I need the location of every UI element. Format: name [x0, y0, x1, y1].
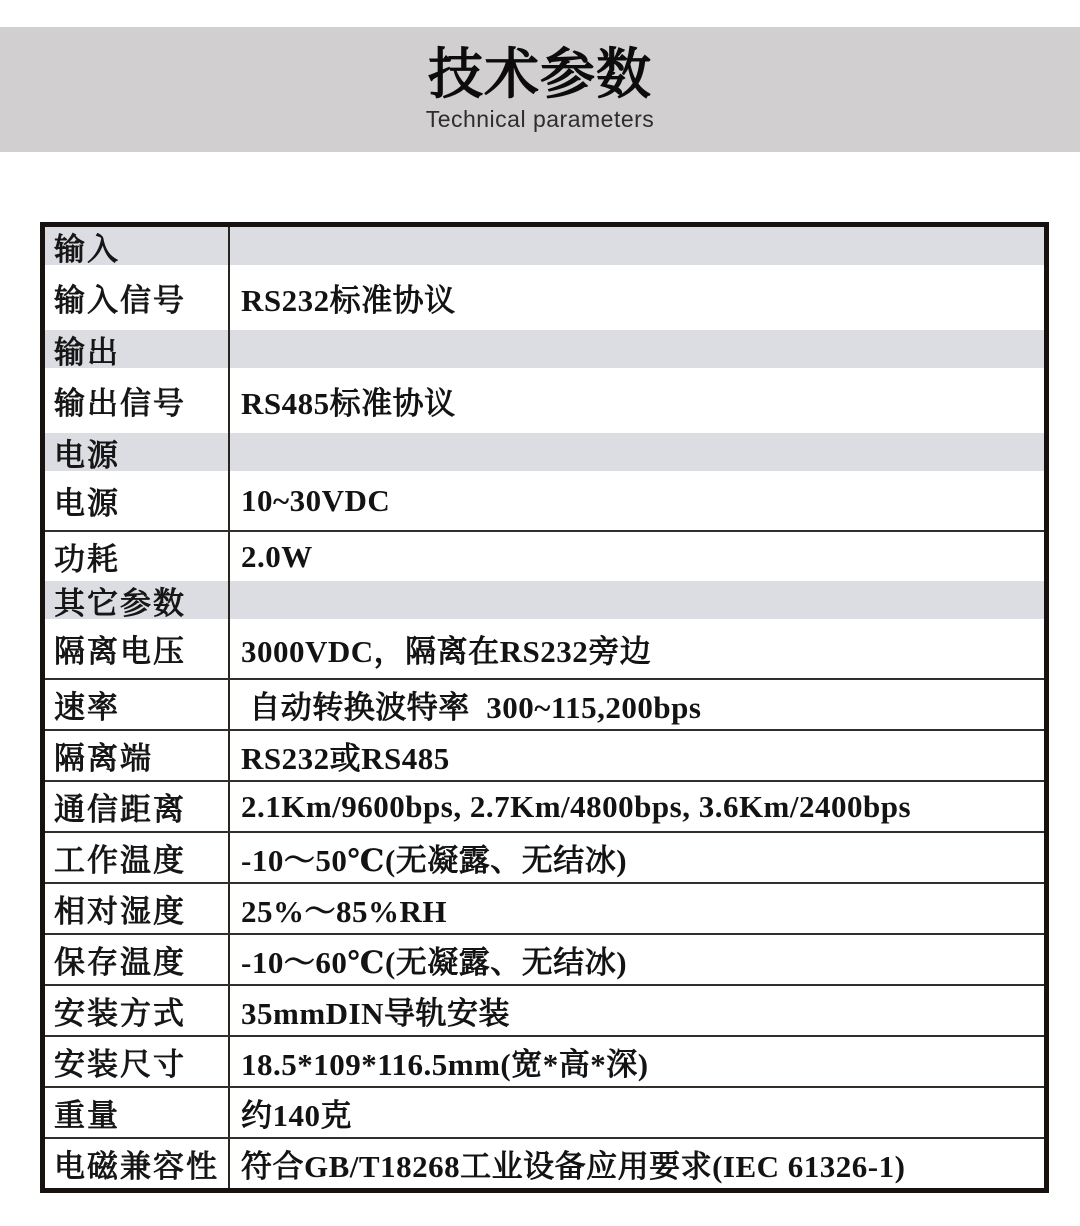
table-row: [45, 1086, 1044, 1137]
table-row: [45, 471, 1044, 530]
parameter-value: RS485标准协议: [241, 386, 456, 421]
table-row: [45, 933, 1044, 984]
table-row: [45, 1137, 1044, 1188]
parameter-label: 输入: [45, 227, 230, 265]
table-row: [45, 1035, 1044, 1086]
parameter-value: 2.0W: [241, 538, 313, 574]
parameter-value: 25%～85%RH: [241, 894, 447, 929]
parameter-label: 其它参数: [45, 581, 230, 619]
parameter-label: 电磁兼容性: [45, 1139, 230, 1188]
parameter-label: 工作温度: [45, 833, 230, 882]
parameter-label: 功耗: [45, 532, 230, 581]
table-row: [45, 729, 1044, 780]
table-row: [45, 619, 1044, 678]
table-row: [45, 780, 1044, 831]
parameter-value: 10~30VDC: [241, 482, 391, 518]
parameter-value: 2.1Km/9600bps, 2.7Km/4800bps, 3.6Km/2400bps: [241, 788, 912, 824]
parameter-value: [230, 433, 1044, 471]
parameter-label: 重量: [45, 1088, 230, 1137]
page-title: 技术参数: [427, 42, 652, 105]
parameter-label: 输出: [45, 330, 230, 368]
parameter-label: 输入信号: [45, 265, 230, 330]
parameter-value: 约140克: [241, 1098, 352, 1133]
parameter-label: 隔离端: [45, 731, 230, 780]
table-row: [45, 265, 1044, 330]
parameter-label: 保存温度: [45, 935, 230, 984]
parameter-label: 安装尺寸: [45, 1037, 230, 1086]
section-header-row: [45, 581, 1044, 619]
parameter-value: 自动转换波特率 300~115,200bps: [241, 690, 702, 725]
table-row: [45, 882, 1044, 933]
table-row: [45, 984, 1044, 1035]
parameter-value: -10～60℃(无凝露、无结冰): [241, 945, 628, 980]
parameter-value: 符合GB/T18268工业设备应用要求(IEC 61326-1): [241, 1149, 906, 1184]
parameter-label: 速率: [45, 680, 230, 729]
parameter-label: 相对湿度: [45, 884, 230, 933]
parameter-value: RS232标准协议: [241, 283, 456, 318]
parameter-value: [230, 330, 1044, 368]
table-row: [45, 678, 1044, 729]
parameter-value: [230, 581, 1044, 619]
page-subtitle: Technical parameters: [425, 106, 655, 133]
table-row: [45, 831, 1044, 882]
parameter-label: 通信距离: [45, 782, 230, 831]
parameter-value: RS232或RS485: [241, 741, 450, 776]
technical-parameters-table: [40, 222, 1049, 1193]
section-header-row: [45, 330, 1044, 368]
parameter-label: 电源: [45, 433, 230, 471]
parameter-label: 隔离电压: [45, 619, 230, 678]
section-header-row: [45, 227, 1044, 265]
parameter-value: 3000VDC，隔离在RS232旁边: [241, 634, 652, 669]
parameter-label: 安装方式: [45, 986, 230, 1035]
table-row: [45, 530, 1044, 581]
parameter-value: [230, 227, 1044, 265]
section-header-row: [45, 433, 1044, 471]
table-row: [45, 368, 1044, 433]
parameter-value: -10～50℃(无凝露、无结冰): [241, 843, 628, 878]
title-banner: [0, 27, 1080, 152]
parameter-label: 输出信号: [45, 368, 230, 433]
parameter-value: 18.5*109*116.5mm(宽*高*深): [241, 1047, 649, 1082]
parameter-value: 35mmDIN导轨安装: [241, 996, 510, 1031]
parameter-label: 电源: [45, 471, 230, 530]
